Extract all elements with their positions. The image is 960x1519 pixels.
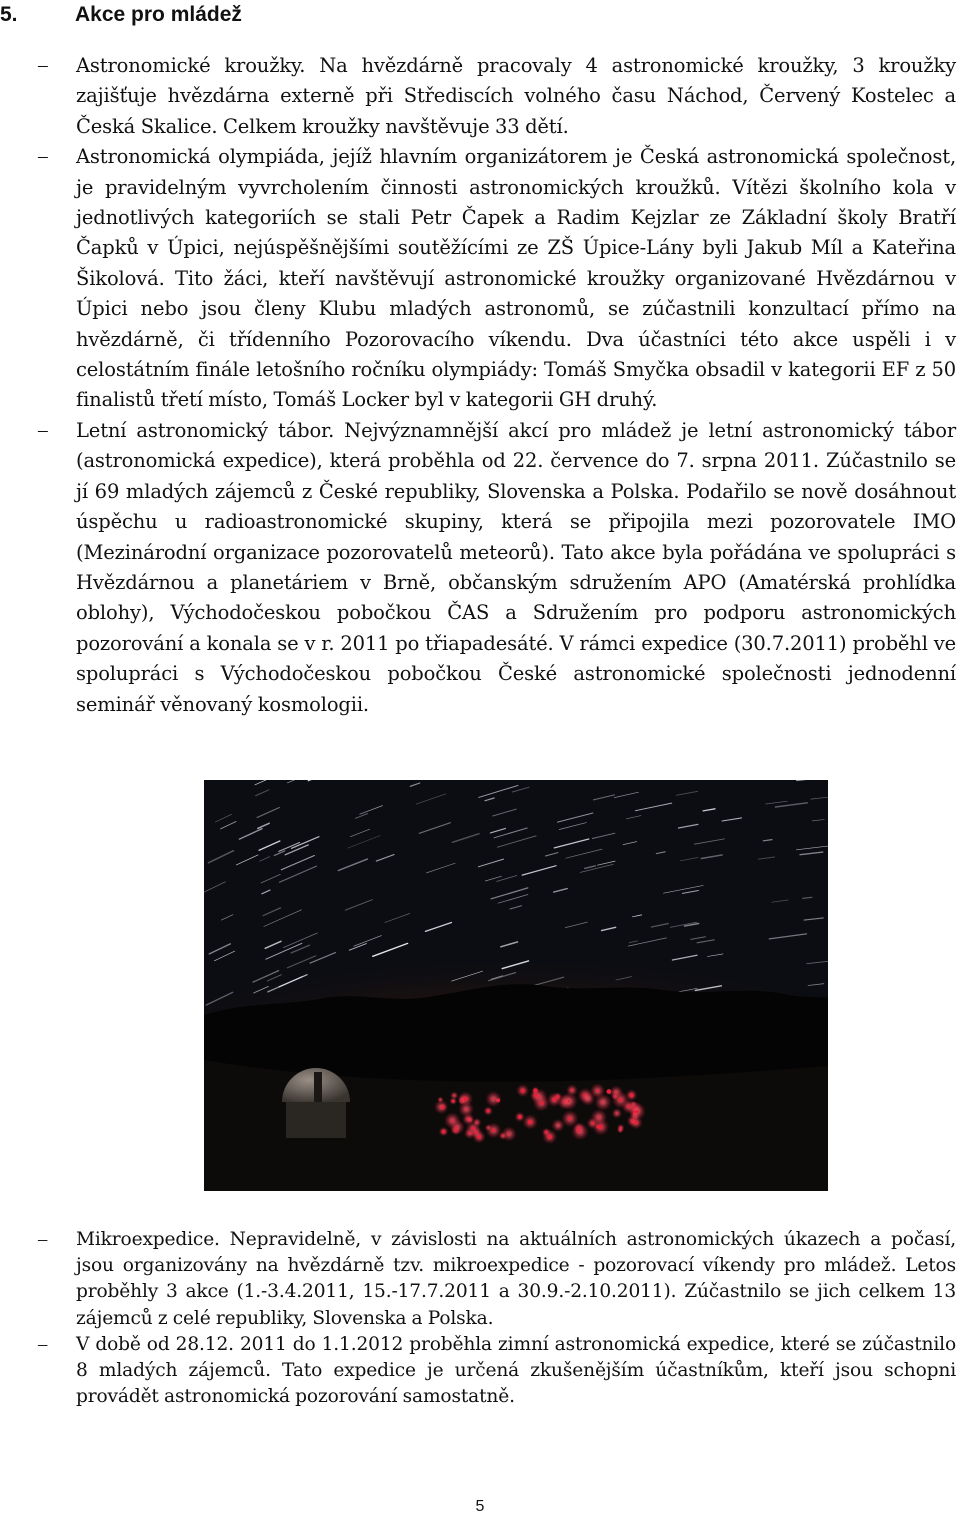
light-dot xyxy=(557,1125,559,1127)
light-dot xyxy=(547,1134,552,1139)
light-dot xyxy=(452,1100,455,1103)
light-dot xyxy=(598,1116,600,1118)
observatory-dome xyxy=(282,1068,350,1138)
dash-bullet: – xyxy=(38,1229,48,1250)
bullet-list-top xyxy=(0,51,956,720)
light-dot xyxy=(454,1128,458,1132)
dash-bullet: – xyxy=(38,146,48,168)
light-dot xyxy=(619,1098,623,1102)
light-dot xyxy=(629,1093,633,1097)
list-item xyxy=(0,142,956,416)
section-title: Akce pro mládež xyxy=(75,3,242,26)
list-item xyxy=(0,1332,956,1411)
light-dot xyxy=(614,1095,616,1097)
light-dot xyxy=(461,1100,463,1102)
bullet-list-bottom xyxy=(0,1227,956,1410)
light-dot xyxy=(453,1095,455,1097)
light-dot xyxy=(556,1095,559,1098)
star-trails-image xyxy=(204,780,828,1191)
light-dot xyxy=(607,1089,612,1094)
light-dot xyxy=(602,1101,604,1103)
light-dot xyxy=(477,1135,481,1139)
light-dot xyxy=(596,1125,600,1129)
light-dot xyxy=(492,1098,494,1100)
light-dot xyxy=(596,1089,599,1092)
dash-bullet: – xyxy=(38,55,48,76)
light-dot xyxy=(468,1132,471,1135)
light-dot xyxy=(502,1135,504,1137)
light-dot xyxy=(627,1105,630,1108)
light-dot xyxy=(451,1119,454,1122)
item-text: Mikroexpedice. Nepravidelně, v závislosti na aktuálních astronomických úkazech a počasí, jsou organizovány na hvězdárně tzv. mikroexpedice - pozorovací víkendy pro mládež. Letos proběhly 3 akce (1.-3.4.2011, 15.-17.7.2011 a 30.9.-2.10.2011). Zúčastnilo se jich celkem 13 zájemců z celé republiky, Slovenska a Polska. xyxy=(76,1229,956,1329)
item-text: Letní astronomický tábor. Nejvýznamnější akcí pro mládež je letní astronomický tábor (astronomická expedice), která proběhla od 22. července do 7. srpna 2011. Zúčastnilo se jí 69 mladých zájemců z České republiky, Slovenska a Polska. Podařilo se nově dosáhnout úspěchu u radioastronomické skupiny, která se připojila mezi pozorovatele IMO (Mezinárodní organizace pozorovatelů meteorů). Tato akce byla pořádána ve spolupráci s Hvězdárnou a planetáriem v Brně, občanským sdružením APO (Amatérská prohlídka oblohy), Východočeskou pobočkou ČAS a Sdružením pro podporu astronomických pozorování a konala se v r. 2011 po třiapadesáté. V rámci expedice (30.7.2011) proběhl ve spolupráci s Východočeskou pobočkou České astronomické společnosti jednodenní seminář věnovaný kosmologii. xyxy=(76,418,956,716)
light-dot xyxy=(634,1121,638,1125)
list-item xyxy=(0,416,956,720)
light-dot xyxy=(568,1100,571,1103)
light-dot xyxy=(568,1117,571,1120)
page-number: 5 xyxy=(475,1498,485,1515)
light-dot xyxy=(465,1108,467,1110)
list-item xyxy=(0,1227,956,1332)
light-dot xyxy=(469,1119,471,1121)
item-text: Astronomické kroužky. Na hvězdárně pracovaly 4 astronomické kroužky, 3 kroužky zajišťuje hvězdárna externě při Střediscích volného času Náchod, Červený Kostelec a Česká Skalice. Celkem kroužky navštěvuje 33 dětí. xyxy=(76,54,956,138)
light-dot xyxy=(587,1098,589,1100)
light-dot xyxy=(441,1105,444,1108)
light-dot xyxy=(518,1115,522,1119)
light-dot xyxy=(442,1130,446,1134)
light-dot xyxy=(492,1129,495,1132)
dash-bullet: – xyxy=(38,419,48,441)
light-dot xyxy=(528,1120,533,1125)
light-dot xyxy=(440,1099,442,1101)
light-dot xyxy=(486,1109,490,1113)
light-dot xyxy=(577,1130,580,1133)
light-dot xyxy=(521,1089,525,1093)
light-dot xyxy=(634,1115,636,1117)
dash-bullet: – xyxy=(38,1333,48,1355)
section-number: 5. xyxy=(0,3,18,26)
light-dot xyxy=(616,1112,618,1114)
light-dot xyxy=(476,1121,478,1123)
star-trails-photo xyxy=(204,780,828,1191)
item-text: V době od 28.12. 2011 do 1.1.2012 proběhla zimní astronomická expedice, které se zúčastnilo 8 mladých zájemců. Tato expedice je určená zkušenějším účastníkům, kteří jsou schopni provádět astronomická pozorování samostatně. xyxy=(76,1333,956,1408)
section-heading xyxy=(0,2,242,28)
item-text: Astronomická olympiáda, jejíž hlavním organizátorem je Česká astronomická společnost, je pravidelným vyvrcholením činnosti astronomických kroužků. Vítězi školního kola v jednotlivých kategoriích se stali Petr Čapek a Radim Kejzlar ze Základní školy Bratří Čapků v Úpici, nejúspěšnějšími soutěžícími ze ZŠ Úpice-Lány byli Jakub Míl a Kateřina Šikolová. Tito žáci, kteří navštěvují astronomické kroužky organizované Hvězdárnou v Úpici nebo jsou členy Klubu mladých astronomů, se zúčastnili konzultací přímo na hvězdárně, či třídenního Pozorovacího víkendu. Dva účastníci této akce uspěli i v celostátním finále letošního ročníku olympiády: Tomáš Smyčka obsadil v kategorii EF z 50 finalistů třetí místo, Tomáš Locker byl v kategorii GH druhý. xyxy=(76,145,956,412)
light-dot xyxy=(534,1093,538,1097)
light-dot xyxy=(620,1127,622,1129)
light-dot xyxy=(508,1133,510,1135)
list-item xyxy=(0,51,956,142)
light-dot xyxy=(571,1089,574,1092)
